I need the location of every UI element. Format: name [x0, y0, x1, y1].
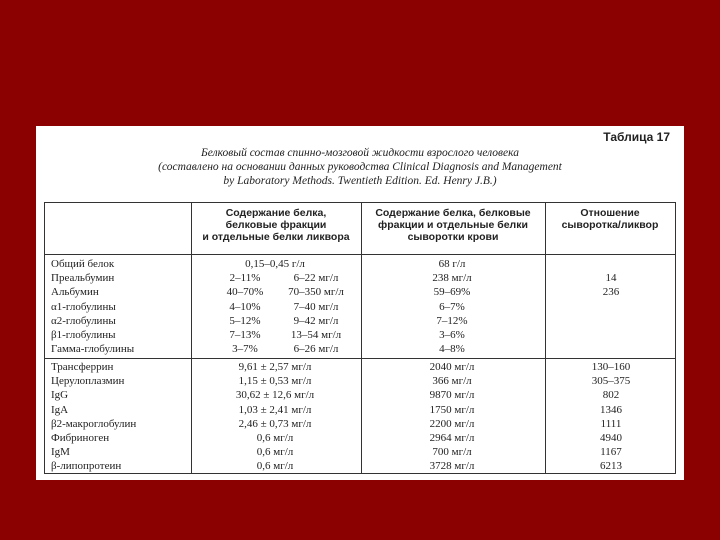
table-row: β1-глобулины 7–13% 13–54 мг/л 3–6% [51, 328, 465, 341]
table-row: Гамма-глобулины 3–7% 6–26 мг/л 4–8% [51, 343, 465, 356]
table-row: β-липопротеин 0,6 мг/л 3728 мг/л 6213 [51, 460, 622, 473]
table-caption [36, 146, 684, 188]
table-group-proteins [45, 360, 675, 474]
header-csf-protein: Содержание белка, белковые фракции и отдельные белки ликвора [202, 207, 350, 243]
table-row: β2-макроглобулин 2,46 ± 0,73 мг/л 2200 мг/л 1111 [51, 417, 622, 430]
table-row: α2-глобулины 5–12% 9–42 мг/л 7–12% [51, 314, 468, 327]
table-row: Преальбумин 2–11% 6–22 мг/л 238 мг/л 14 [51, 272, 617, 285]
header-ratio: Отношение сыворотка/ликвор [561, 207, 659, 231]
table-row: IgM 0,6 мг/л 700 мг/л 1167 [51, 446, 622, 459]
caption-line: (составлено на основании данных руководства Clinical Diagnosis and Management [158, 161, 562, 173]
table-row: Фибриноген 0,6 мг/л 2964 мг/л 4940 [51, 431, 622, 444]
header-serum-protein: Содержание белка, белковые фракции и отдельные белки сыворотки крови [375, 207, 531, 243]
table-row: IgG 30,62 ± 12,6 мг/л 9870 мг/л 802 [51, 389, 620, 402]
table-row: Общий белок 0,15–0,45 г/л 68 г/л [51, 258, 466, 270]
table-row: Альбумин 40–70% 70–350 мг/л 59–69% 236 [51, 286, 620, 299]
document-page [36, 126, 684, 480]
group-divider [45, 358, 675, 359]
table-row: IgA 1,03 ± 2,41 мг/л 1750 мг/л 1346 [51, 403, 622, 416]
protein-table [44, 202, 676, 474]
table-number: Таблица 17 [603, 130, 670, 144]
table-row: Трансферрин 9,61 ± 2,57 мг/л 2040 мг/л 130–160 [51, 361, 631, 373]
table-row: Церулоплазмин 1,15 ± 0,53 мг/л 366 мг/л 305–375 [51, 375, 631, 388]
table-header [45, 203, 675, 255]
table-row: α1-глобулины 4–10% 7–40 мг/л 6–7% [51, 300, 465, 313]
caption-line: by Laboratory Methods. Twentieth Edition. Ed. Henry J.B.) [223, 175, 497, 187]
caption-line: Белковый состав спинно-мозговой жидкости взрослого человека [200, 147, 519, 159]
table-group-fractions [45, 257, 675, 356]
